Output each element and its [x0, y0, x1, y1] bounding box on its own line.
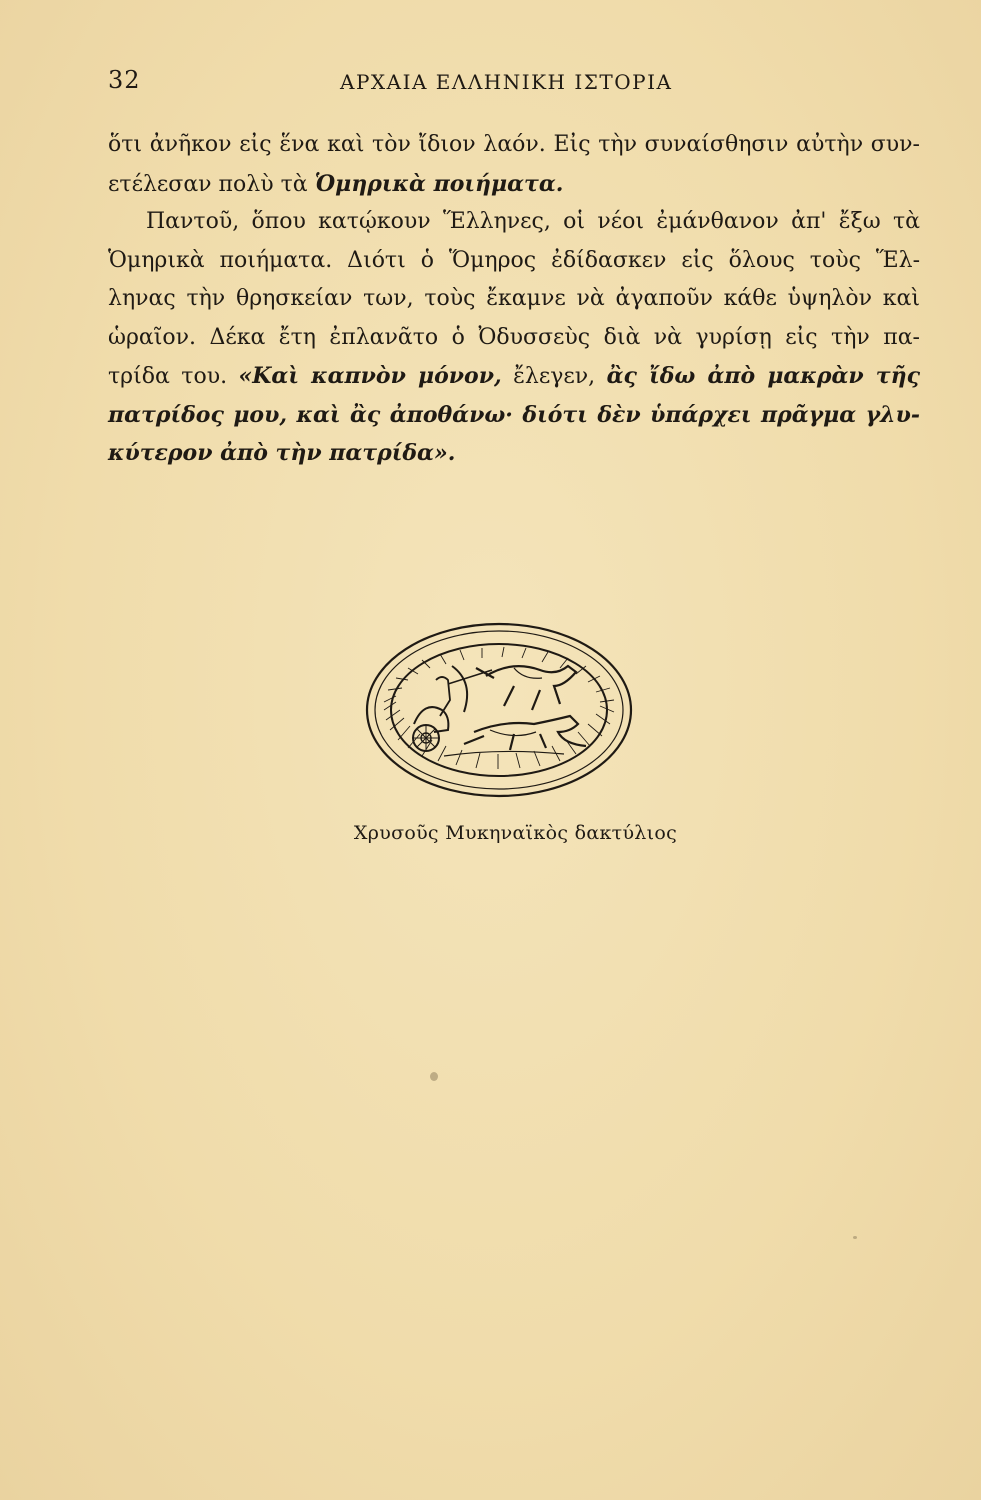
italic-quote: «Καὶ καπνὸν μόνον, [238, 363, 502, 389]
text-segment: ετέλεσαν πολὺ τὰ [108, 171, 315, 197]
text-segment: Παντοῦ, ὅπου κατῴκουν Ἕλληνες, οἱ νέοι ἐμάνθανον ἀπ' ἔξω τὰ [146, 209, 920, 234]
running-title: ΑΡΧΑΙΑ ΕΛΛΗΝΙΚΗ ΙΣΤΟΡΙΑ [340, 70, 673, 94]
mycenaean-gold-ring-seal-icon [364, 620, 634, 800]
paper-speck [430, 1072, 438, 1081]
italic-quote: πατρίδος μου, καὶ ἂς ἀποθάνω· διότι δὲν ὑπάρχει πρᾶγμα γλυ- [108, 401, 920, 428]
text-segment: Ὁμηρικὰ ποιήματα. Διότι ὁ Ὅμηρος ἐδίδασκεν εἰς ὅλους τοὺς Ἕλ- [108, 247, 920, 273]
page-number: 32 [108, 66, 141, 94]
text-segment: τρίδα του. [108, 364, 239, 389]
figure-caption: Χρυσοῦς Μυκηναϊκὸς δακτύλιος [353, 822, 678, 844]
italic-quote: κύτερον ἀπὸ τὴν πατρίδα». [108, 440, 456, 466]
italic-phrase: Ὁμηρικὰ ποιήματα. [314, 170, 564, 197]
italic-quote: ἂς ἴδω ἀπὸ μακρὰν τῆς [606, 363, 920, 389]
text-line [108, 434, 920, 473]
text-line [108, 357, 920, 396]
text-line [108, 396, 920, 435]
text-line [108, 203, 920, 242]
text-segment: ὅτι ἀνῆκον εἰς ἕνα καὶ τὸν ἴδιον λαόν. Εἰς τὴν συναίσθησιν αὐτὴν συν- [108, 132, 920, 157]
text-line [108, 319, 920, 358]
main-text [108, 126, 920, 473]
text-line [108, 280, 920, 319]
text-line [108, 242, 920, 281]
text-segment: ληνας τὴν θρησκείαν των, τοὺς ἔκαμνε νὰ ἀγαποῦν κάθε ὑψηλὸν καὶ [108, 286, 920, 311]
text-segment: ἔλεγεν, [501, 364, 607, 389]
text-segment: ὡραῖον. Δέκα ἔτη ἐπλανᾶτο ὁ Ὀδυσσεὺς διὰ νὰ γυρίσῃ εἰς τὴν πα- [108, 324, 920, 350]
text-line [108, 165, 920, 204]
text-line [108, 126, 920, 165]
paper-speck [853, 1236, 857, 1239]
